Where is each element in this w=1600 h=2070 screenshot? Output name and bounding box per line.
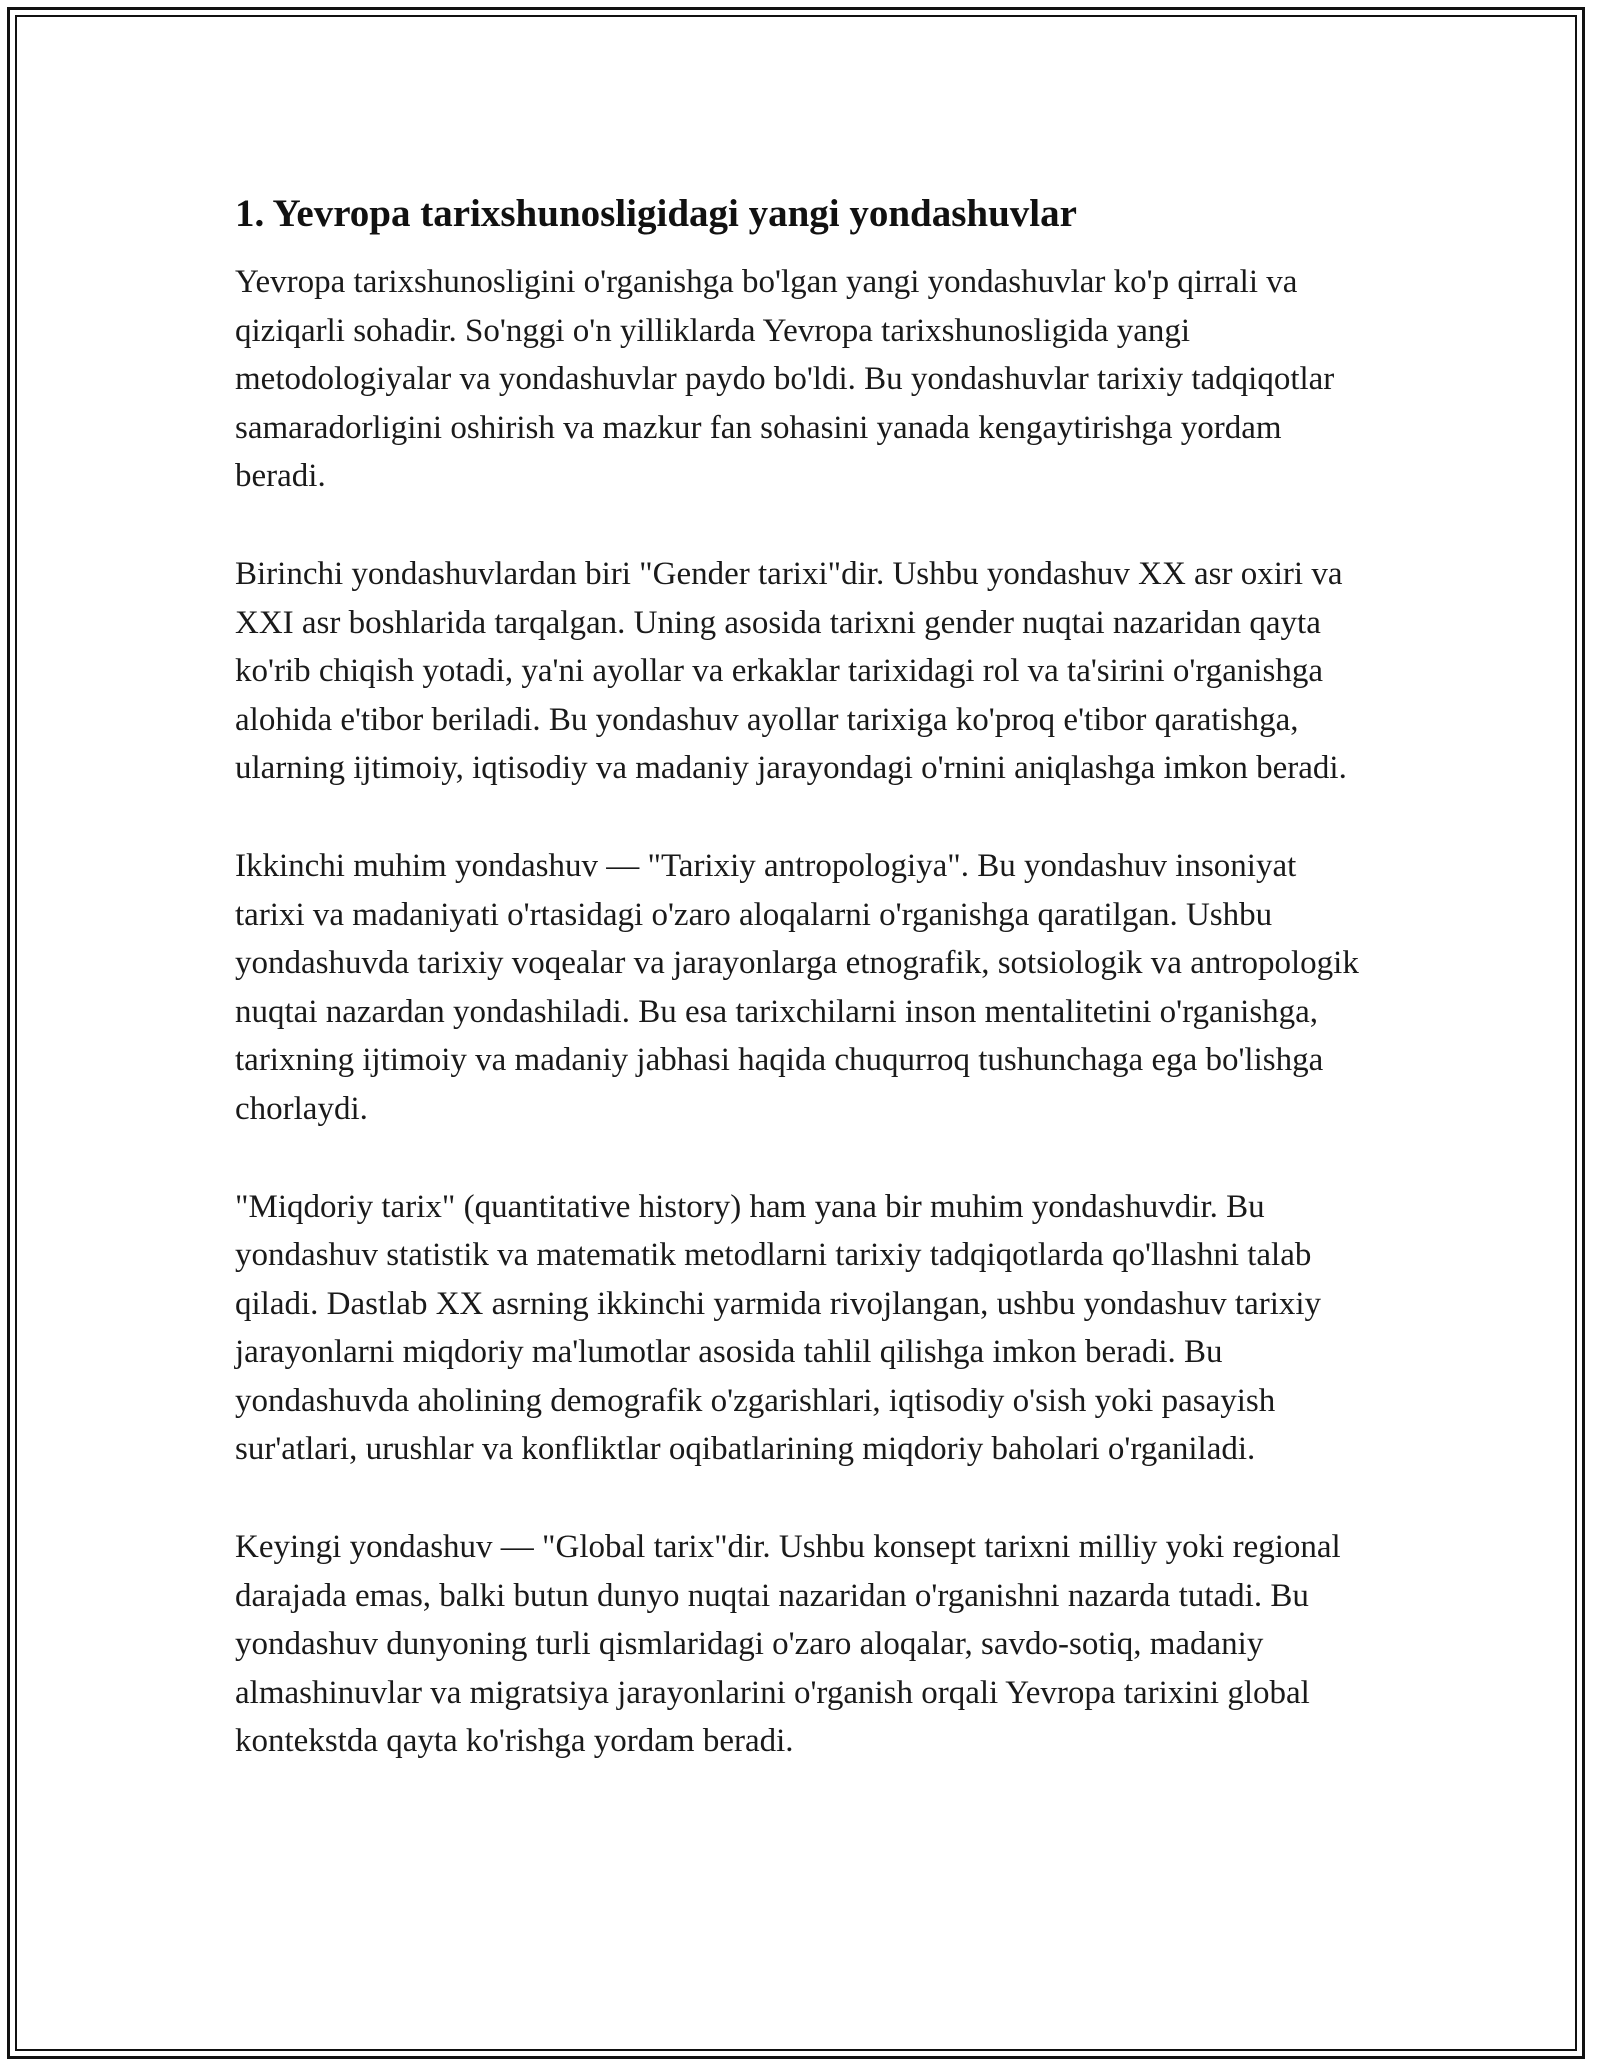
section-heading: 1. Yevropa tarixshunosligidagi yangi yondashuvlar — [235, 192, 1077, 235]
paragraph-intro: Yevropa tarixshunosligini o'rganishga bo'lgan yangi yondashuvlar ko'p qirrali va qiziqarli sohadir. So'nggi o'n yilliklarda Yevropa tarixshunosligida yangi metodologiyalar va yondashuvlar paydo bo'ldi. Bu yondashuvlar tarixiy tadqiqotlar samaradorligini oshirish va mazkur fan sohasini yanada kengaytirishga yordam beradi. — [235, 264, 1335, 495]
paragraph-global-history: Keyingi yondashuv — "Global tarix"dir. Ushbu konsept tarixni milliy yoki regional darajada emas, balki butun dunyo nuqtai nazaridan o'rganishni nazarda tutadi. Bu yondashuv dunyoning turli qismlaridagi o'zaro aloqalar, savdo-sotiq, madaniy almashinuvlar va migratsiya jarayonlarini o'rganish orqali Yevropa tarixini global kontekstda qayta ko'rishga yordam beradi. — [235, 1529, 1341, 1760]
paragraph-quantitative-history: "Miqdoriy tarix" (quantitative history) ham yana bir muhim yondashuvdir. Bu yondashuv statistik va matematik metodlarni tarixiy tadqiqotlarda qo'llashni talab qiladi. Dastlab XX asrning ikkinchi yarmida rivojlangan, ushbu yondashuv tarixiy jarayonlarni miqdoriy ma'lumotlar asosida tahlil qilishga imkon beradi. Bu yondashuvda aholining demografik o'zgarishlari, iqtisodiy o'sish yoki pasayish sur'atlari, urushlar va konfliktlar oqibatlarining miqdoriy baholari o'rganiladi. — [235, 1188, 1322, 1468]
paragraph-gender-history: Birinchi yondashuvlardan biri "Gender tarixi"dir. Ushbu yondashuv XX asr oxiri va XXI asr boshlarida tarqalgan. Uning asosida tarixni gender nuqtai nazaridan qayta ko'rib chiqish yotadi, ya'ni ayollar va erkaklar tarixidagi rol va ta'sirini o'rganishga alohida e'tibor beriladi. Bu yondashuv ayollar tarixiga ko'proq e'tibor qaratishga, ularning ijtimoiy, iqtisodiy va madaniy jarayondagi o'rnini aniqlashga imkon beradi. — [235, 555, 1347, 787]
paragraph-historical-anthropology: Ikkinchi muhim yondashuv — "Tarixiy antropologiya". Bu yondashuv insoniyat tarixi va madaniyati o'rtasidagi o'zaro aloqalarni o'rganishga qaratilgan. Ushbu yondashuvda tarixiy voqealar va jarayonlarga etnografik, sotsiologik va antropologik nuqtai nazardan yondashiladi. Bu esa tarixchilarni inson mentalitetini o'rganishga, tarixning ijtimoiy va madaniy jabhasi haqida chuqurroq tushunchaga ega bo'lishga chorlaydi. — [235, 847, 1359, 1127]
document-body — [235, 186, 1365, 1815]
